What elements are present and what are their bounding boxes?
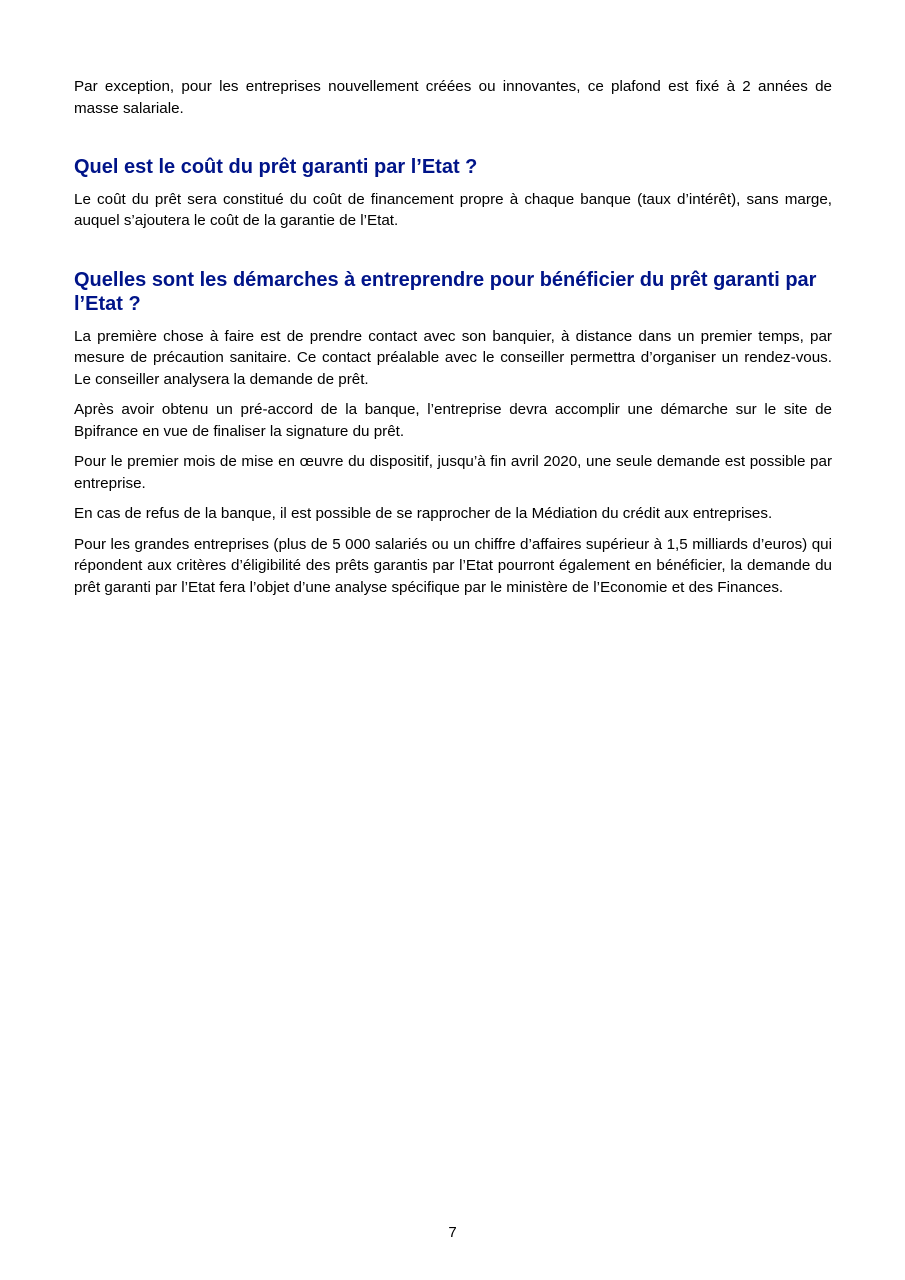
paragraph-first-month: Pour le premier mois de mise en œuvre du dispositif, jusqu’à fin avril 2020, une seule demande est possible par entreprise. [74,453,832,492]
section-procedures [74,268,832,599]
paragraph-refusal: En cas de refus de la banque, il est possible de se rapprocher de la Médiation du crédit aux entreprises. [74,505,773,522]
section-heading-loan-cost: Quel est le coût du prêt garanti par l’Etat ? [74,156,478,178]
document-page [74,74,832,607]
section-loan-cost [74,155,832,232]
paragraph-loan-cost: Le coût du prêt sera constitué du coût de financement propre à chaque banque (taux d’intérêt), sans marge, auquel s’ajoutera le coût de la garantie de l’Etat. [74,190,832,229]
intro-paragraph: Par exception, pour les entreprises nouvellement créées ou innovantes, ce plafond est fixé à 2 années de masse salariale. [74,78,832,117]
paragraph-contact-banker: La première chose à faire est de prendre contact avec son banquier, à distance dans un premier temps, par mesure de précaution sanitaire. Ce contact préalable avec le conseiller permettra d’organiser un rendez-vous. Le conseiller analysera la demande de prêt. [74,327,832,388]
page-number: 7 [448,1224,457,1241]
paragraph-large-companies: Pour les grandes entreprises (plus de 5 000 salariés ou un chiffre d’affaires supérieur à 1,5 milliards d’euros) qui répondent aux critères d’éligibilité des prêts garantis par l’Etat pourront également en bénéficier, la demande du prêt garanti par l’Etat fera l’objet d’une analyse spécifique par le ministère de l’Economie et des Finances. [74,535,832,596]
paragraph-bpifrance: Après avoir obtenu un pré-accord de la banque, l’entreprise devra accomplir une démarche sur le site de Bpifrance en vue de finaliser la signature du prêt. [74,401,832,440]
section-heading-procedures: Quelles sont les démarches à entreprendre pour bénéficier du prêt garanti par l’Etat ? [74,268,817,315]
